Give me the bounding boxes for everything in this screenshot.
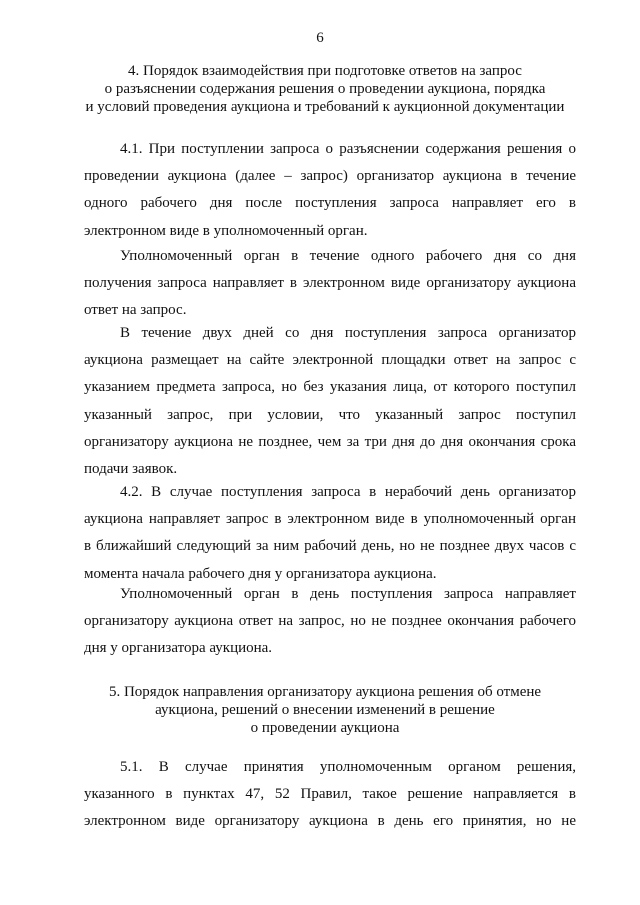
text-line: проведении аукциона (далее – запрос) организатор аукциона в течение	[84, 168, 576, 185]
text-line: организатору аукциона ответ на запрос, но не позднее окончания рабочего	[84, 613, 576, 630]
text-line: в ближайший следующий за ним рабочий день, но не позднее двух часов с	[84, 538, 576, 555]
text-line: 5.1. В случае принятия уполномоченным органом решения,	[120, 759, 576, 775]
text-line: 4.1. При поступлении запроса о разъяснении содержания решения о	[120, 141, 576, 157]
section-5-heading	[70, 683, 580, 737]
heading-line: о разъяснении содержания решения о проведении аукциона, порядка	[104, 81, 546, 97]
text-line: электронном виде в уполномоченный орган.	[84, 222, 368, 239]
text-line: организатору аукциона не позднее, чем за три дня до дня окончания срока	[84, 433, 576, 450]
text-line: одного рабочего дня после поступления запроса направляет его в	[84, 195, 576, 212]
paragraph-4-1	[84, 136, 576, 245]
text-line: электронном виде организатору аукциона в день его принятия, но не	[84, 813, 576, 830]
heading-line: о проведении аукциона	[250, 720, 400, 736]
text-line: указанного в пунктах 47, 52 Правил, такое решение направляется в	[84, 786, 576, 803]
text-line: аукциона размещает на сайте электронной площадки ответ на запрос с	[84, 352, 576, 369]
paragraph-4-1-response	[84, 243, 576, 325]
text-line: В течение двух дней со дня поступления запроса организатор	[120, 325, 576, 341]
text-line: ответ на запрос.	[84, 302, 187, 319]
text-line: указанный запрос, при условии, что указанный запрос поступил	[84, 406, 576, 423]
heading-line: 4. Порядок взаимодействия при подготовке ответов на запрос	[128, 63, 522, 79]
paragraph-4-2	[84, 479, 576, 588]
text-line: указанием предмета запроса, но без указания лица, от которого поступил	[84, 379, 576, 396]
heading-line: 5. Порядок направления организатору аукциона решения об отмене	[108, 684, 542, 700]
heading-line: и условий проведения аукциона и требований к аукционной документации	[85, 99, 565, 115]
text-line: момента начала рабочего дня у организатора аукциона.	[84, 565, 437, 582]
text-line: подачи заявок.	[84, 460, 178, 477]
text-line: 4.2. В случае поступления запроса в нерабочий день организатор	[120, 484, 576, 500]
text-line: аукциона направляет запрос в электронном виде в уполномоченный орган	[84, 511, 576, 528]
text-line: Уполномоченный орган в течение одного рабочего дня со дня	[120, 248, 576, 264]
paragraph-5-1	[84, 754, 576, 836]
text-line: получения запроса направляет в электронном виде организатору аукциона	[84, 275, 576, 292]
section-4-heading	[70, 62, 580, 116]
page-number: 6	[316, 30, 324, 46]
text-line: дня у организатора аукциона.	[84, 640, 273, 657]
paragraph-4-2-response	[84, 581, 576, 663]
text-line: Уполномоченный орган в день поступления запроса направляет	[120, 586, 576, 602]
heading-line: аукциона, решений о внесении изменений в решение	[155, 702, 495, 718]
paragraph-4-1-publication	[84, 320, 576, 483]
